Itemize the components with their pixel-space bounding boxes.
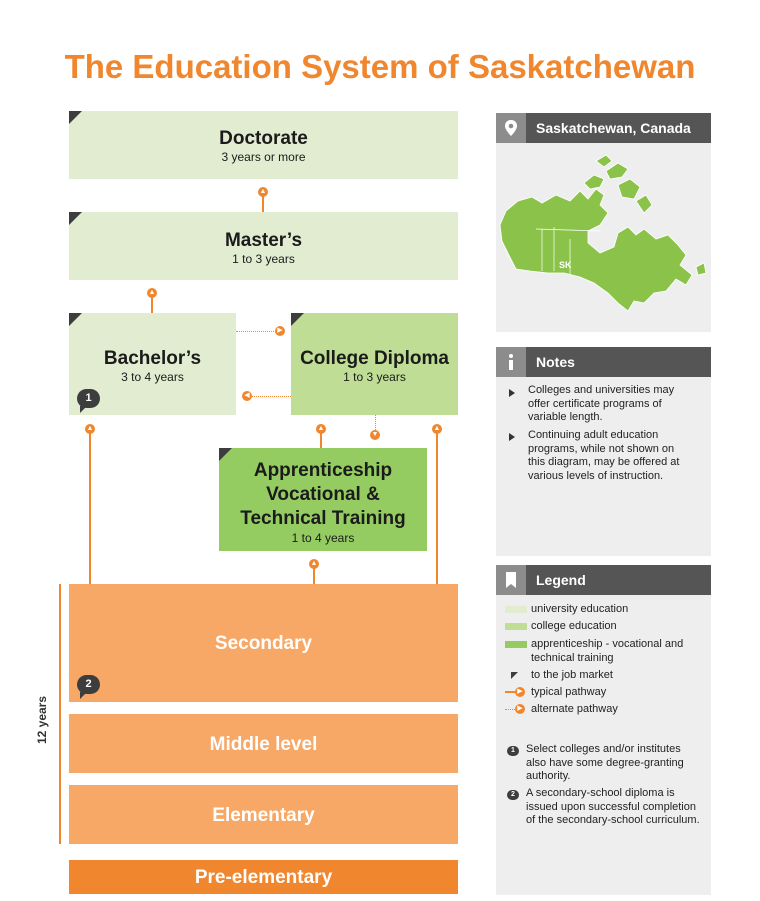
bachelors-box — [69, 313, 236, 415]
footnote-1-bubble: 1 — [77, 389, 100, 408]
pathway-arrow-up-icon: ▲ — [310, 560, 318, 567]
alternate-pathway-college-to-apprenticeship — [375, 415, 376, 430]
pathway-secondary-to-college — [436, 432, 438, 584]
school-span-label-wrap — [22, 690, 62, 750]
legend-panel-title: Legend — [536, 572, 586, 588]
job-market-marker — [69, 313, 82, 326]
masters-duration: 1 to 3 years — [232, 252, 295, 266]
pathway-arrow-up-icon: ▲ — [317, 425, 325, 432]
footnote-1-icon: 1 — [507, 746, 519, 756]
typical-pathway-icon: ▶ — [505, 686, 525, 698]
legend-label-apprenticeship-line-2: technical training — [531, 651, 614, 664]
note-2-line-2: programs, while not shown on — [528, 442, 675, 455]
bullet-icon — [509, 389, 515, 397]
college-diploma-label: College Diploma — [300, 348, 449, 369]
legend-label-typical-pathway: typical pathway — [531, 686, 607, 698]
college-diploma-box — [291, 313, 458, 415]
note-item-1 — [528, 384, 698, 425]
legend-label-job-market: to the job market — [531, 669, 613, 681]
note-1-line-2: offer certificate programs of — [528, 397, 662, 410]
masters-box — [69, 212, 458, 280]
legend-swatch-college — [505, 623, 527, 630]
footnote-2-line-2: issued upon successful completion — [526, 800, 696, 813]
secondary-box — [69, 584, 458, 702]
college-diploma-duration: 1 to 3 years — [343, 370, 406, 384]
alternate-arrow-down-icon: ▼ — [371, 431, 379, 438]
note-2-line-3: this diagram, may be offered at — [528, 456, 680, 468]
job-market-marker — [291, 313, 304, 326]
alternate-pathway-icon: ▶ — [505, 703, 525, 715]
map-panel-header — [496, 113, 711, 143]
footnote-1-line-3: authority. — [526, 770, 571, 782]
note-item-2 — [528, 429, 698, 483]
corner-marker-icon — [511, 672, 518, 679]
canada-map — [496, 143, 711, 332]
middle-level-box — [69, 714, 458, 773]
notes-panel-header — [496, 347, 711, 377]
job-market-marker — [219, 448, 232, 461]
pathway-arrow-up-icon: ▲ — [259, 188, 267, 195]
doctorate-box — [69, 111, 458, 179]
map-panel-title: Saskatchewan, Canada — [536, 120, 691, 136]
pathway-arrow-up-icon: ▲ — [86, 425, 94, 432]
bookmark-icon — [496, 565, 526, 595]
legend-swatch-apprenticeship — [505, 641, 527, 648]
legend-label-apprenticeship-line-1: apprenticeship - vocational and — [531, 638, 684, 650]
note-2-line-4: various levels of instruction. — [528, 469, 664, 482]
elementary-box — [69, 785, 458, 844]
secondary-label: Secondary — [214, 633, 313, 654]
masters-label: Master’s — [224, 230, 303, 251]
legend-panel-header — [496, 565, 711, 595]
page-title: The Education System of Saskatchewan — [64, 48, 696, 85]
notes-panel-title: Notes — [536, 354, 575, 370]
middle-level-label: Middle level — [209, 734, 318, 755]
pathway-arrow-up-icon: ▲ — [433, 425, 441, 432]
alternate-arrow-left-icon: ◀ — [242, 391, 252, 401]
note-1-line-3: variable length. — [528, 411, 603, 423]
apprenticeship-box — [219, 448, 427, 551]
apprenticeship-duration: 1 to 4 years — [291, 531, 355, 545]
legend-swatch-university — [505, 606, 527, 613]
elementary-label: Elementary — [212, 805, 315, 826]
footnote-1-line-2: also have some degree-granting — [526, 756, 684, 769]
bachelors-label: Bachelor’s — [103, 348, 202, 369]
footnote-2-line-3: of the secondary-school curriculum. — [526, 814, 700, 826]
alternate-pathway-bachelors-to-college — [236, 331, 276, 332]
job-market-marker — [69, 111, 82, 124]
pathway-bachelors-to-masters — [151, 296, 153, 313]
map-region-label: SK — [559, 260, 572, 270]
map-panel — [496, 143, 711, 332]
footnote-2-icon: 2 — [507, 790, 519, 800]
info-icon — [496, 347, 526, 377]
bachelors-duration: 3 to 4 years — [121, 370, 184, 384]
bullet-icon — [509, 433, 515, 441]
pre-elementary-box — [69, 860, 458, 894]
pathway-secondary-to-apprenticeship — [313, 567, 315, 584]
legend-label-university: university education — [531, 603, 629, 615]
doctorate-label: Doctorate — [219, 128, 308, 149]
doctorate-duration: 3 years or more — [221, 150, 306, 164]
pathway-arrow-up-icon: ▲ — [148, 289, 156, 296]
pathway-apprenticeship-to-college — [320, 432, 322, 448]
legend-label-college: college education — [531, 620, 617, 632]
footnote-2-line-1: A secondary-school diploma is — [526, 787, 675, 799]
apprenticeship-label-line-1: Apprenticeship — [253, 460, 393, 481]
apprenticeship-label-line-2: Vocational & — [266, 484, 380, 505]
note-2-line-1: Continuing adult education — [528, 429, 659, 441]
pre-elementary-label: Pre-elementary — [194, 867, 333, 888]
alternate-pathway-college-to-bachelors — [252, 396, 291, 397]
alternate-arrow-right-icon: ▶ — [275, 326, 285, 336]
note-1-line-1: Colleges and universities may — [528, 384, 675, 396]
job-market-marker — [69, 212, 82, 225]
footnote-2-bubble: 2 — [77, 675, 100, 694]
footnote-1-line-1: Select colleges and/or institutes — [526, 743, 681, 755]
legend-label-apprenticeship — [531, 638, 706, 665]
legend-label-alternate-pathway: alternate pathway — [531, 703, 618, 715]
apprenticeship-label-line-3: Technical Training — [240, 508, 406, 529]
school-span-label: 12 years — [35, 695, 49, 745]
footnote-2-text — [526, 787, 701, 828]
footnote-1-text — [526, 743, 701, 784]
map-pin-icon — [496, 113, 526, 143]
pathway-secondary-to-bachelors — [89, 432, 91, 584]
pathway-masters-to-doctorate — [262, 195, 264, 212]
